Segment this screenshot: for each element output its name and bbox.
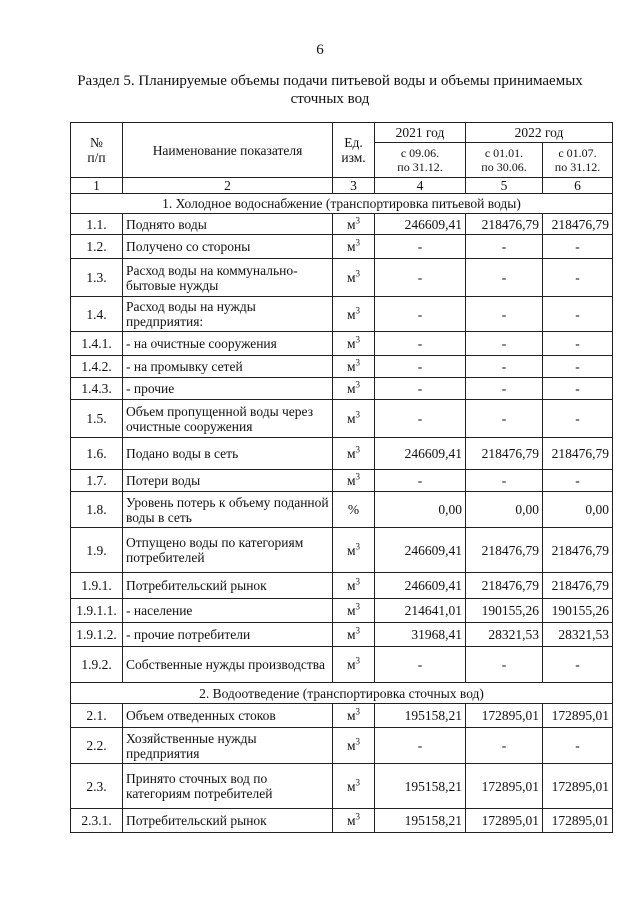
row-number: 2.3.1. — [71, 809, 123, 833]
volumes-table — [70, 122, 613, 833]
section-2-title: 2. Водоотведение (транспортировка сточных вод) — [71, 683, 613, 704]
section-title: Раздел 5. Планируемые объемы подачи питьевой воды и объемы принимаемых сточных вод — [77, 73, 583, 107]
unit-cell: $м^3$ — [333, 573, 375, 599]
value-2021: 195158,21 — [375, 809, 466, 833]
indicator-name: Расход воды на коммунально-бытовые нужды — [123, 259, 333, 297]
unit-cell: $м^3$ — [333, 214, 375, 235]
header-row — [71, 123, 613, 143]
row-number: 1.1. — [71, 214, 123, 235]
value-2022-h2: 172895,01 — [543, 809, 613, 833]
unit-cell: $м^3$ — [333, 599, 375, 623]
value-2022-h1: - — [466, 235, 543, 259]
value-2022-h2: 28321,53 — [543, 623, 613, 647]
table-row — [71, 214, 613, 235]
value-2022-h1: 0,00 — [466, 492, 543, 528]
value-2022-h1: - — [466, 728, 543, 764]
indicator-name: Собственные нужды производства — [123, 647, 333, 683]
row-number: 1.9.2. — [71, 647, 123, 683]
row-number: 2.2. — [71, 728, 123, 764]
value-2022-h1: 218476,79 — [466, 438, 543, 470]
indicator-name: Потребительский рынок — [123, 573, 333, 599]
value-2022-h2: 172895,01 — [543, 764, 613, 809]
value-2021: 246609,41 — [375, 528, 466, 573]
table-row — [71, 573, 613, 599]
header-unit: Ед. изм. — [333, 123, 375, 178]
row-number: 1.8. — [71, 492, 123, 528]
value-2021: - — [375, 332, 466, 356]
row-number: 1.9.1. — [71, 573, 123, 599]
indicator-name: Уровень потерь к объему поданной воды в сеть — [123, 492, 333, 528]
header-year-2022: 2022 год — [466, 123, 613, 143]
value-2022-h1: 28321,53 — [466, 623, 543, 647]
row-number: 1.9. — [71, 528, 123, 573]
value-2021: - — [375, 470, 466, 492]
value-2021: 31968,41 — [375, 623, 466, 647]
table-row — [71, 235, 613, 259]
header-name: Наименование показателя — [123, 123, 333, 178]
value-2021: - — [375, 647, 466, 683]
value-2022-h2: - — [543, 297, 613, 332]
value-2021: - — [375, 378, 466, 400]
table-row — [71, 809, 613, 833]
value-2021: 246609,41 — [375, 573, 466, 599]
section-1-title: 1. Холодное водоснабжение (транспортировка питьевой воды) — [71, 194, 613, 214]
indicator-name: - на промывку сетей — [123, 356, 333, 378]
col-number: 2 — [123, 178, 333, 194]
table-row — [71, 470, 613, 492]
value-2021: - — [375, 356, 466, 378]
indicator-name: Поднято воды — [123, 214, 333, 235]
unit-cell: $м^3$ — [333, 623, 375, 647]
unit-cell: $м^3$ — [333, 378, 375, 400]
table-row — [71, 623, 613, 647]
unit-cell: $м^3$ — [333, 400, 375, 438]
value-2021: - — [375, 728, 466, 764]
indicator-name: Подано воды в сеть — [123, 438, 333, 470]
row-number: 1.2. — [71, 235, 123, 259]
indicator-name: Объем отведенных стоков — [123, 704, 333, 728]
col-number: 4 — [375, 178, 466, 194]
unit-cell: $м^3$ — [333, 647, 375, 683]
value-2022-h1: - — [466, 470, 543, 492]
value-2022-h1: 172895,01 — [466, 764, 543, 809]
col-number: 3 — [333, 178, 375, 194]
unit-cell: $м^3$ — [333, 764, 375, 809]
value-2022-h2: - — [543, 332, 613, 356]
table-row — [71, 378, 613, 400]
header-year-2021: 2021 год — [375, 123, 466, 143]
unit-cell: $м^3$ — [333, 356, 375, 378]
value-2022-h2: - — [543, 728, 613, 764]
col-number: 5 — [466, 178, 543, 194]
section-1-row — [71, 194, 613, 214]
indicator-name: Принято сточных вод по категориям потребителей — [123, 764, 333, 809]
value-2022-h2: - — [543, 470, 613, 492]
section-2-row — [71, 683, 613, 704]
unit-cell: % — [333, 492, 375, 528]
value-2022-h1: 218476,79 — [466, 573, 543, 599]
unit-cell: $м^3$ — [333, 332, 375, 356]
value-2021: 0,00 — [375, 492, 466, 528]
row-number: 1.4.3. — [71, 378, 123, 400]
value-2022-h2: 218476,79 — [543, 438, 613, 470]
unit-cell: $м^3$ — [333, 438, 375, 470]
value-2021: - — [375, 259, 466, 297]
value-2022-h1: - — [466, 356, 543, 378]
row-number: 1.3. — [71, 259, 123, 297]
value-2022-h2: - — [543, 356, 613, 378]
indicator-name: - прочие — [123, 378, 333, 400]
value-2022-h2: - — [543, 235, 613, 259]
value-2021: - — [375, 297, 466, 332]
value-2022-h1: - — [466, 297, 543, 332]
value-2022-h1: - — [466, 259, 543, 297]
table-row — [71, 332, 613, 356]
indicator-name: - прочие потребители — [123, 623, 333, 647]
table-row — [71, 259, 613, 297]
value-2021: - — [375, 235, 466, 259]
indicator-name: - на очистные сооружения — [123, 332, 333, 356]
value-2022-h2: 218476,79 — [543, 214, 613, 235]
value-2022-h2: - — [543, 400, 613, 438]
value-2022-h2: - — [543, 647, 613, 683]
indicator-name: Потери воды — [123, 470, 333, 492]
unit-cell: $м^3$ — [333, 259, 375, 297]
unit-cell: $м^3$ — [333, 528, 375, 573]
indicator-name: Расход воды на нужды предприятия: — [123, 297, 333, 332]
row-number: 1.6. — [71, 438, 123, 470]
indicator-name: Хозяйственные нужды предприятия — [123, 728, 333, 764]
value-2022-h2: 190155,26 — [543, 599, 613, 623]
table-row — [71, 599, 613, 623]
row-number: 2.1. — [71, 704, 123, 728]
col-number: 6 — [543, 178, 613, 194]
value-2021: 195158,21 — [375, 704, 466, 728]
unit-cell: $м^3$ — [333, 704, 375, 728]
indicator-name: Объем пропущенной воды через очистные сооружения — [123, 400, 333, 438]
value-2022-h2: 218476,79 — [543, 573, 613, 599]
column-numbers-row — [71, 178, 613, 194]
value-2021: 214641,01 — [375, 599, 466, 623]
row-number: 1.4. — [71, 297, 123, 332]
indicator-name: Получено со стороны — [123, 235, 333, 259]
unit-cell: $м^3$ — [333, 470, 375, 492]
table-row — [71, 528, 613, 573]
value-2022-h1: 190155,26 — [466, 599, 543, 623]
unit-cell: $м^3$ — [333, 809, 375, 833]
col-number: 1 — [71, 178, 123, 194]
value-2022-h1: 172895,01 — [466, 704, 543, 728]
indicator-name: - население — [123, 599, 333, 623]
row-number: 1.4.1. — [71, 332, 123, 356]
indicator-name: Потребительский рынок — [123, 809, 333, 833]
value-2022-h1: - — [466, 332, 543, 356]
value-2022-h2: - — [543, 259, 613, 297]
value-2022-h2: 218476,79 — [543, 528, 613, 573]
table-row — [71, 647, 613, 683]
indicator-name: Отпущено воды по категориям потребителей — [123, 528, 333, 573]
row-number: 1.9.1.1. — [71, 599, 123, 623]
row-number: 1.7. — [71, 470, 123, 492]
header-period-1: с 09.06. по 31.12. — [375, 143, 466, 178]
value-2022-h1: - — [466, 647, 543, 683]
value-2021: 195158,21 — [375, 764, 466, 809]
value-2022-h1: - — [466, 400, 543, 438]
row-number: 2.3. — [71, 764, 123, 809]
unit-cell: $м^3$ — [333, 235, 375, 259]
value-2021: 246609,41 — [375, 438, 466, 470]
value-2021: 246609,41 — [375, 214, 466, 235]
unit-cell: $м^3$ — [333, 728, 375, 764]
table-row — [71, 764, 613, 809]
value-2022-h2: - — [543, 378, 613, 400]
value-2022-h2: 172895,01 — [543, 704, 613, 728]
table-row — [71, 492, 613, 528]
table-row — [71, 297, 613, 332]
table-row — [71, 400, 613, 438]
table-row — [71, 728, 613, 764]
table-row — [71, 704, 613, 728]
header-num: № п/п — [71, 123, 123, 178]
value-2022-h1: - — [466, 378, 543, 400]
value-2021: - — [375, 400, 466, 438]
row-number: 1.5. — [71, 400, 123, 438]
header-period-2: с 01.01. по 30.06. — [466, 143, 543, 178]
table-row — [71, 438, 613, 470]
value-2022-h1: 218476,79 — [466, 528, 543, 573]
value-2022-h2: 0,00 — [543, 492, 613, 528]
value-2022-h1: 172895,01 — [466, 809, 543, 833]
unit-cell: $м^3$ — [333, 297, 375, 332]
value-2022-h1: 218476,79 — [466, 214, 543, 235]
row-number: 1.9.1.2. — [71, 623, 123, 647]
row-number: 1.4.2. — [71, 356, 123, 378]
header-period-3: с 01.07. по 31.12. — [543, 143, 613, 178]
page-number: 6 — [316, 42, 324, 58]
table-row — [71, 356, 613, 378]
